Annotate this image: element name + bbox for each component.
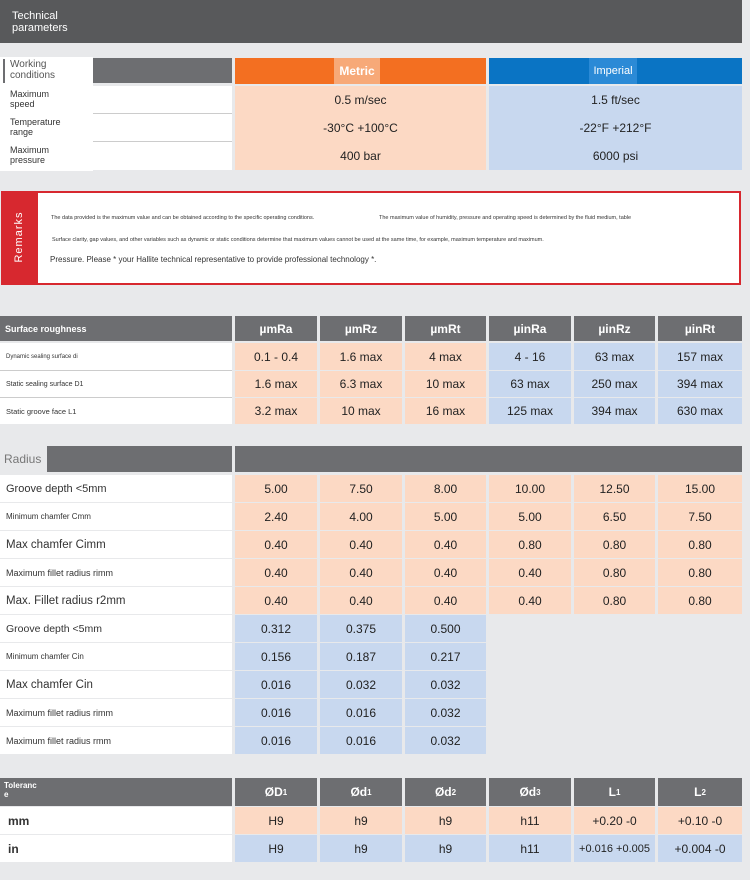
radius-cell: 0.40 [489, 559, 571, 586]
radius-cell: 0.016 [320, 727, 402, 754]
roughness-cell: 6.3 max [320, 371, 402, 397]
tolerance-cell: +0.10 -0 [658, 807, 742, 834]
header-subscript: 1 [367, 787, 372, 797]
radius-cell: 0.40 [320, 531, 402, 558]
working-title-line2: conditions [10, 70, 56, 81]
radius-table [0, 446, 742, 756]
page-header [0, 0, 742, 43]
tolerance-header [405, 778, 486, 806]
row-label-line1: Temperature [10, 117, 61, 127]
remarks-line1b: The maximum value of humidity, pressure and operating speed is determined by the fluid medium, table [379, 215, 632, 221]
roughness-cell: 10 max [405, 371, 486, 397]
tolerance-cell: H9 [235, 807, 317, 834]
radius-cell: 0.032 [405, 727, 486, 754]
radius-header-spacer [47, 446, 232, 472]
row-label-line1: Maximum [10, 89, 50, 99]
tolerance-header [235, 778, 317, 806]
roughness-cell: 630 max [658, 398, 742, 424]
radius-cell: 0.500 [405, 615, 486, 642]
radius-cell: 8.00 [405, 475, 486, 502]
roughness-cell: 3.2 max [235, 398, 317, 424]
roughness-header: µmRt [405, 316, 486, 341]
radius-cell: 0.40 [405, 559, 486, 586]
radius-cell: 0.40 [320, 587, 402, 614]
radius-row-label: Groove depth <5mm [0, 615, 232, 642]
tolerance-header [658, 778, 742, 806]
header-symbol: ØD [264, 785, 283, 799]
row-label-line2: pressure [10, 155, 46, 165]
radius-cell: 4.00 [320, 503, 402, 530]
row-label-line1: Maximum [10, 145, 50, 155]
imperial-header-label: Imperial [589, 58, 637, 84]
working-row-label [3, 115, 93, 141]
radius-cell: 0.312 [235, 615, 317, 642]
page-title-line1: Technical [12, 10, 58, 22]
tolerance-header [574, 778, 655, 806]
tolerance-title-line1: Toleranc [4, 781, 37, 790]
metric-cell: -30°C +100°C [235, 114, 486, 142]
remarks-line3: Pressure. Please * your Hallite technical representative to provide professional technology *. [50, 255, 377, 264]
radius-cell: 0.80 [658, 531, 742, 558]
radius-cell: 0.016 [235, 727, 317, 754]
metric-cell: 400 bar [235, 142, 486, 170]
radius-row-label: Max chamfer Cimm [0, 531, 232, 558]
header-symbol: L [608, 785, 616, 799]
radius-cell: 5.00 [235, 475, 317, 502]
roughness-cell: 1.6 max [235, 371, 317, 397]
radius-cell: 0.187 [320, 643, 402, 670]
page-title-line2: parameters [12, 22, 68, 34]
radius-cell: 10.00 [489, 475, 571, 502]
tolerance-cell: +0.20 -0 [574, 807, 655, 834]
radius-cell: 0.032 [405, 671, 486, 698]
tolerance-cell: h9 [405, 807, 486, 834]
roughness-cell: 125 max [489, 398, 571, 424]
roughness-cell: 63 max [574, 343, 655, 370]
header-symbol: Ød [434, 785, 452, 799]
radius-cell: 0.80 [574, 587, 655, 614]
header-subscript: 3 [536, 787, 541, 797]
roughness-cell: 1.6 max [320, 343, 402, 370]
roughness-cell: 63 max [489, 371, 571, 397]
roughness-cell: 394 max [658, 371, 742, 397]
radius-cell: 0.375 [320, 615, 402, 642]
roughness-cell: 16 max [405, 398, 486, 424]
working-conditions-table [0, 57, 742, 171]
header-subscript: 1 [282, 787, 288, 797]
roughness-cell: 4 - 16 [489, 343, 571, 370]
imperial-cell: -22°F +212°F [489, 114, 742, 142]
tolerance-cell: +0.004 -0 [658, 835, 742, 862]
roughness-cell: 0.1 - 0.4 [235, 343, 317, 370]
radius-header-bar [235, 446, 742, 472]
radius-cell: 0.156 [235, 643, 317, 670]
working-row-spacer [93, 86, 232, 114]
roughness-title: Surface roughness [0, 316, 232, 341]
radius-cell: 0.40 [405, 531, 486, 558]
remarks-line1a: The data provided is the maximum value and can be obtained according to the specific operating conditions. [51, 215, 315, 221]
radius-cell: 0.40 [235, 531, 317, 558]
radius-cell: 6.50 [574, 503, 655, 530]
header-symbol: L [694, 785, 702, 799]
header-symbol: Ød [350, 785, 368, 799]
tolerance-title-line2: e [4, 790, 9, 799]
roughness-row-label: Static groove face L1 [0, 397, 232, 424]
radius-cell: 2.40 [235, 503, 317, 530]
working-row-label [3, 87, 93, 113]
radius-row-label: Maximum fillet radius rmm [0, 727, 232, 754]
roughness-header: µmRz [320, 316, 402, 341]
radius-cell: 15.00 [658, 475, 742, 502]
radius-row-label: Max chamfer Cin [0, 671, 232, 698]
radius-row-label: Maximum fillet radius rimm [0, 559, 232, 586]
tolerance-header [489, 778, 571, 806]
imperial-cell: 1.5 ft/sec [489, 86, 742, 114]
radius-cell: 0.40 [320, 559, 402, 586]
working-row-spacer [93, 114, 232, 142]
roughness-header: µinRz [574, 316, 655, 341]
radius-cell: 0.032 [405, 699, 486, 726]
roughness-header: µmRa [235, 316, 317, 341]
working-row-spacer [93, 142, 232, 170]
radius-cell: 0.80 [574, 531, 655, 558]
radius-cell: 0.016 [235, 671, 317, 698]
radius-title: Radius [0, 446, 47, 472]
radius-row-label: Max. Fillet radius r2mm [0, 587, 232, 614]
tolerance-cell: H9 [235, 835, 317, 862]
roughness-cell: 250 max [574, 371, 655, 397]
remarks-title: Remarks [13, 211, 25, 263]
header-subscript: 1 [615, 787, 621, 797]
working-header-spacer [93, 58, 232, 83]
radius-cell: 0.40 [235, 559, 317, 586]
radius-cell: 7.50 [658, 503, 742, 530]
radius-cell: 0.40 [405, 587, 486, 614]
tolerance-title [0, 778, 232, 806]
tolerance-table [0, 778, 742, 862]
roughness-row-label: Dynamic sealing surface di [0, 343, 232, 370]
tolerance-cell: h9 [320, 835, 402, 862]
radius-cell: 5.00 [405, 503, 486, 530]
metric-cell: 0.5 m/sec [235, 86, 486, 114]
working-title-line1: Working [10, 59, 47, 70]
radius-cell: 0.40 [489, 587, 571, 614]
remarks-line2: Surface clarity, gap values, and other variables such as dynamic or static conditions determine that maximum values cannot be used at the same time, for example, maximum temperature and maximum. [52, 237, 544, 243]
radius-cell: 0.80 [658, 587, 742, 614]
radius-cell: 0.032 [320, 671, 402, 698]
radius-cell: 0.40 [235, 587, 317, 614]
tolerance-cell: h11 [489, 807, 571, 834]
row-label-line2: range [10, 127, 34, 137]
metric-header-label: Metric [334, 58, 380, 84]
roughness-header: µinRt [658, 316, 742, 341]
working-row-label [3, 143, 93, 169]
radius-row-label: Minimum chamfer Cin [0, 643, 232, 670]
radius-cell: 12.50 [574, 475, 655, 502]
roughness-cell: 10 max [320, 398, 402, 424]
radius-row-label: Minimum chamfer Cmm [0, 503, 232, 530]
radius-cell: 5.00 [489, 503, 571, 530]
header-subscript: 2 [701, 787, 706, 797]
row-label-line2: speed [10, 99, 35, 109]
surface-roughness-table [0, 316, 742, 424]
header-subscript: 2 [451, 787, 457, 797]
radius-cell: 0.016 [235, 699, 317, 726]
imperial-cell: 6000 psi [489, 142, 742, 170]
tolerance-cell: h9 [320, 807, 402, 834]
roughness-cell: 157 max [658, 343, 742, 370]
working-conditions-title [3, 59, 93, 83]
radius-cell: 0.217 [405, 643, 486, 670]
radius-cell: 7.50 [320, 475, 402, 502]
tolerance-cell: h9 [405, 835, 486, 862]
header-symbol: Ød [519, 785, 537, 799]
roughness-row-label: Static sealing surface D1 [0, 370, 232, 397]
tolerance-row-label: mm [0, 807, 232, 834]
radius-cell: 0.80 [489, 531, 571, 558]
radius-row-label: Groove depth <5mm [0, 475, 232, 502]
radius-cell: 0.80 [658, 559, 742, 586]
radius-cell: 0.016 [320, 699, 402, 726]
tolerance-header [320, 778, 402, 806]
remarks-box [1, 191, 741, 285]
tolerance-cell: h11 [489, 835, 571, 862]
tolerance-row-label: in [0, 835, 232, 862]
tolerance-cell: +0.016 +0.005 [574, 835, 655, 862]
radius-row-label: Maximum fillet radius rimm [0, 699, 232, 726]
roughness-cell: 4 max [405, 343, 486, 370]
radius-cell: 0.80 [574, 559, 655, 586]
roughness-header: µinRa [489, 316, 571, 341]
roughness-cell: 394 max [574, 398, 655, 424]
